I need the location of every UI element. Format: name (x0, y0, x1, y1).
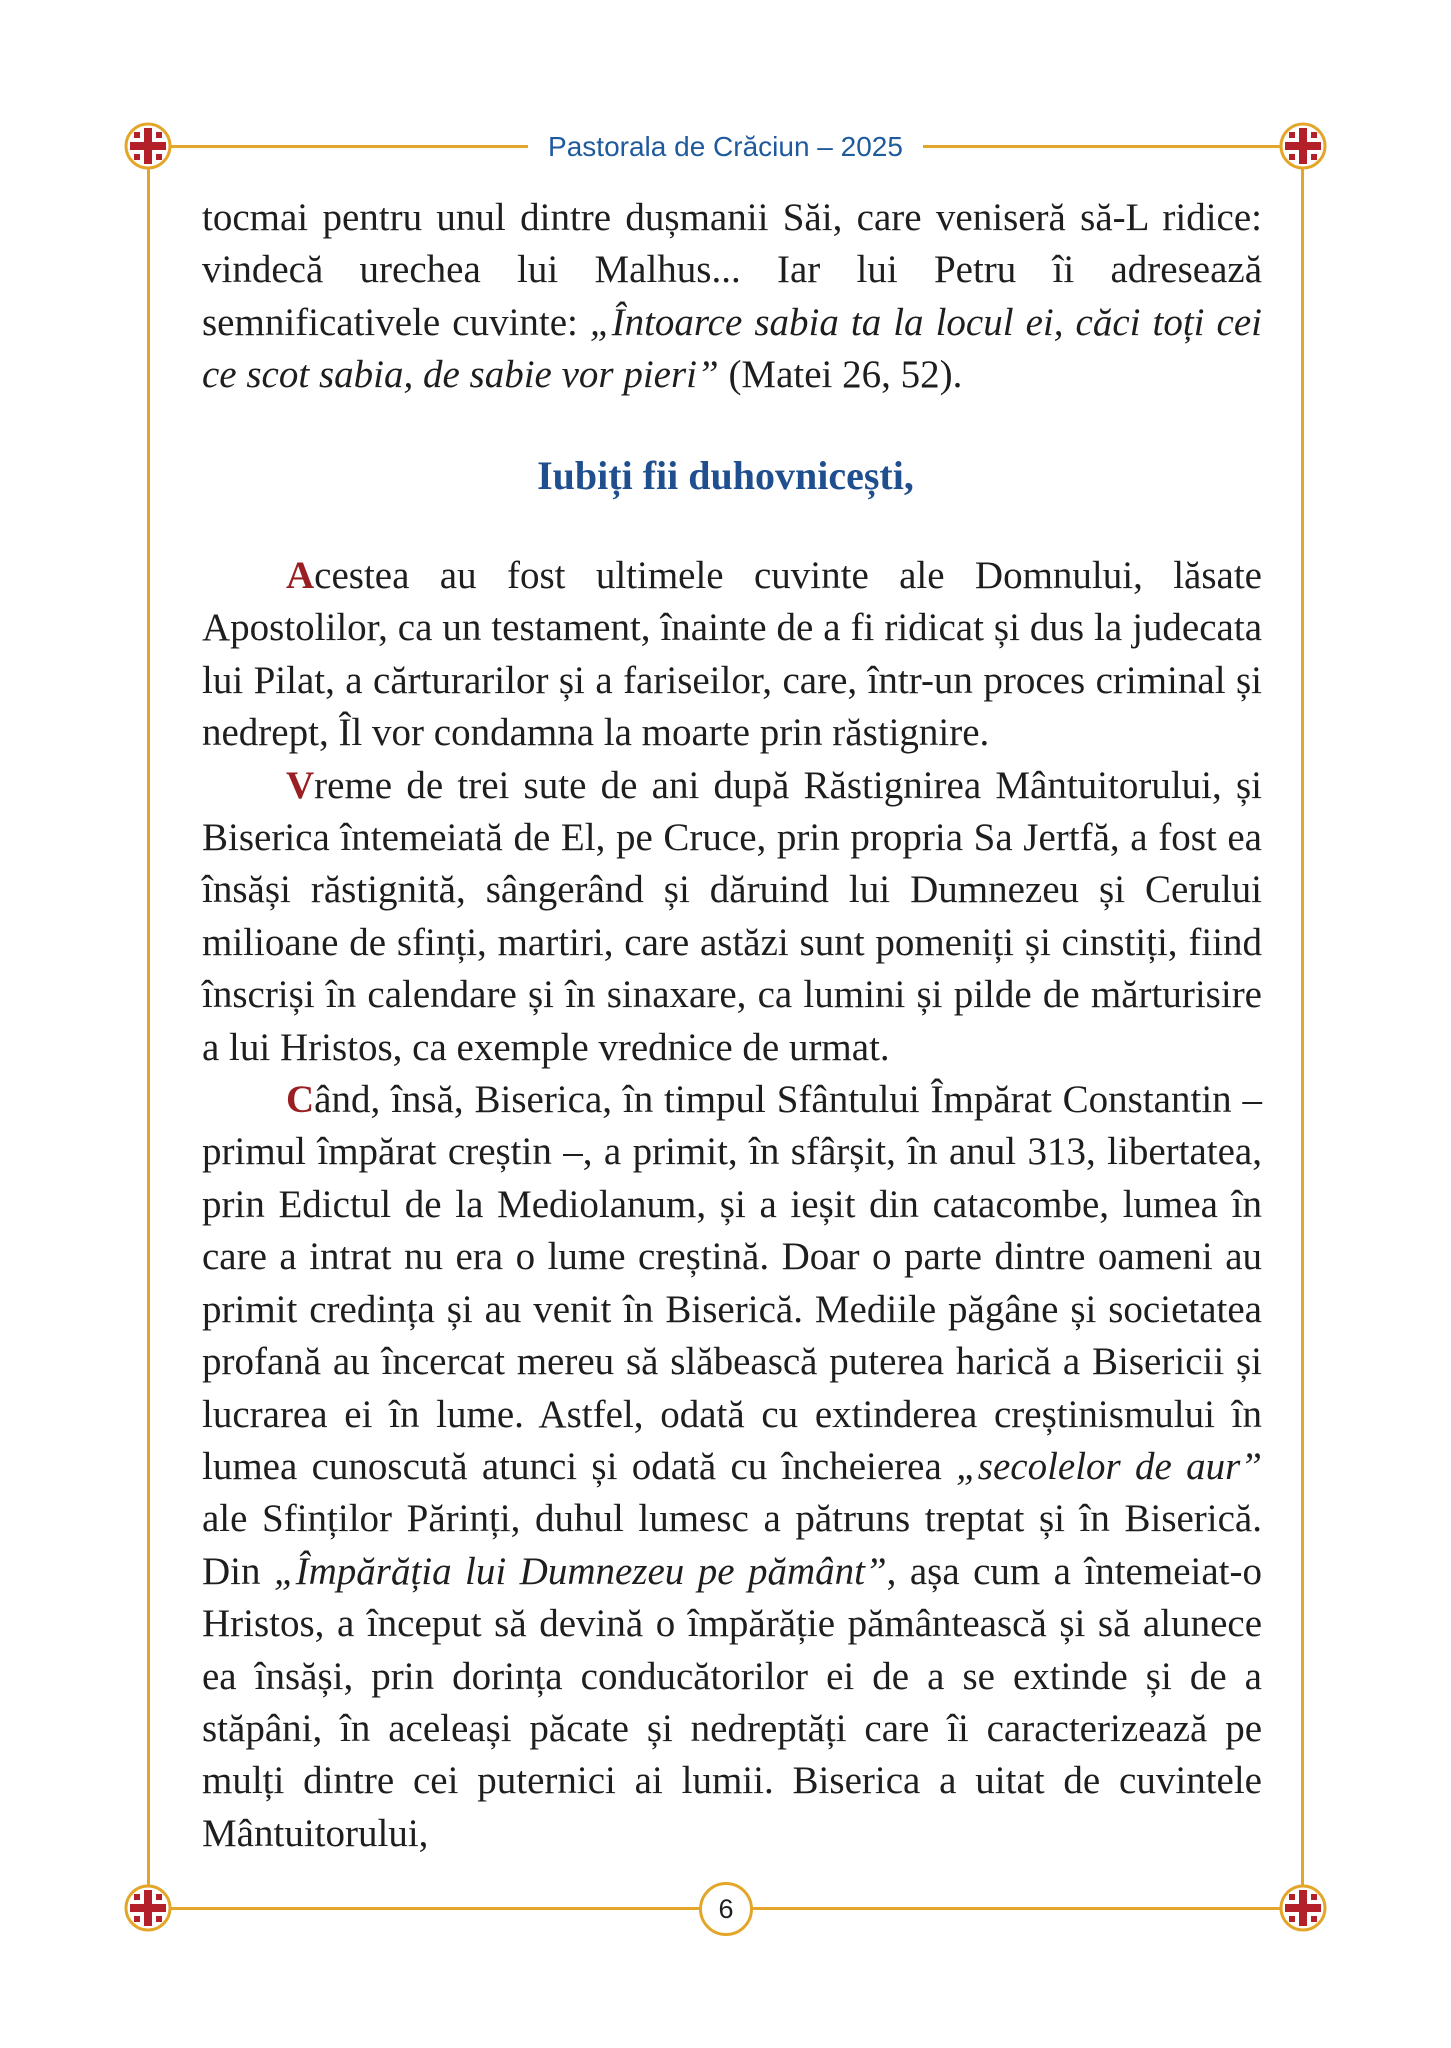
intro-text (202, 192, 1262, 402)
running-header (0, 122, 1451, 172)
paragraph-2-initial: V (286, 763, 315, 807)
intro-text-part-1: tocmai pentru unul dintre dușmanii Săi, care veniseră să-L ridice: vindecă urechea lui Malhus... Iar lui Petru îi adresează semnificativele cuvinte: (202, 196, 1262, 344)
frame-right-line (1301, 160, 1304, 1895)
paragraph-1-initial: A (286, 554, 315, 597)
page-number: 6 (699, 1882, 753, 1936)
paragraph-2-text: reme de trei sute de ani după Răstignirea Mântuitorului, și Biserica întemeiată de El, pe Cruce, prin propria Sa Jertfă, a fost ea însăși răstignită, sângerând și dăruind lui Dumnezeu și Cerului milioane de sfinți, martiri, care astăzi sunt pomeniți și cinstiți, fiind înscriși în calendare și în sinaxare, ca lumini și pilde de mărturisire a lui Hristos, ca exemple vrednice de urmat. (202, 763, 1262, 1069)
body-text (202, 550, 1262, 1860)
paragraph-3 (202, 1074, 1262, 1860)
paragraph-2 (202, 760, 1262, 1074)
intro-paragraph (202, 192, 1262, 402)
frame-left-line (147, 160, 150, 1895)
intro-quote: „Întoarce sabia ta la locul ei, căci toți cei ce scot sabia, de sabie vor pieri” (202, 300, 1262, 397)
paragraph-3-italic-2: „Împărăția lui Dumnezeu pe pământ” (273, 1549, 887, 1593)
paragraph-3-text-part-1: ând, însă, Biserica, în timpul Sfântului Împărat Constantin – primul împărat creștin –, a primit, în sfârșit, în anul 313, libertatea, prin Edictul de la Mediolanum, și a ieșit din catacombe, lumea în care a intrat nu era o lume creștină. Doar o parte dintre oameni au primit credința și au venit în Biserică. Mediile păgâne și societatea profană au încercat mereu să slăbească puterea harică a Bisericii și lucrarea ei în lume. Astfel, odată cu extinderea creștinismului în lumea cunoscută atunci și odată cu încheierea (202, 1078, 1262, 1488)
section-heading: Iubiți fii duhovnicești, (537, 453, 914, 498)
cross-ornament-icon-bottom-right (1277, 1882, 1329, 1934)
paragraph-3-text-part-3: , așa cum a întemeiat-o Hristos, a început să devină o împărăție pământească și să alunece ea însăși, prin dorința conducătorilor ei de a se extinde și de a stăpâni, în aceleași păcate și nedreptăți care îi caracterizează pe mulți dintre cei puternici ai lumii. Biserica a uitat de cuvintele Mântuitorului, (202, 1549, 1262, 1855)
paragraph-3-italic-1: „secolelor de aur” (956, 1444, 1262, 1488)
paragraph-3-text-part-2: ale Sfinților Părinți, duhul lumesc a pătruns treptat și în Biserică. Din (202, 1497, 1262, 1593)
intro-text-part-2: (Matei 26, 52). (718, 353, 963, 397)
paragraph-1 (202, 550, 1262, 760)
cross-ornament-icon-bottom-left (122, 1882, 174, 1934)
paragraph-3-initial: C (286, 1078, 315, 1122)
running-header-text: Pastorala de Crăciun – 2025 (528, 131, 923, 162)
paragraph-1-text: cestea au fost ultimele cuvinte ale Domnului, lăsate Apostolilor, ca un testament, înainte de a fi ridicat și dus la judecata lui Pilat, a cărturarilor și a fariseilor, care, într-un proces criminal și nedrept, Îl vor condamna la moarte prin răstignire. (202, 554, 1262, 755)
